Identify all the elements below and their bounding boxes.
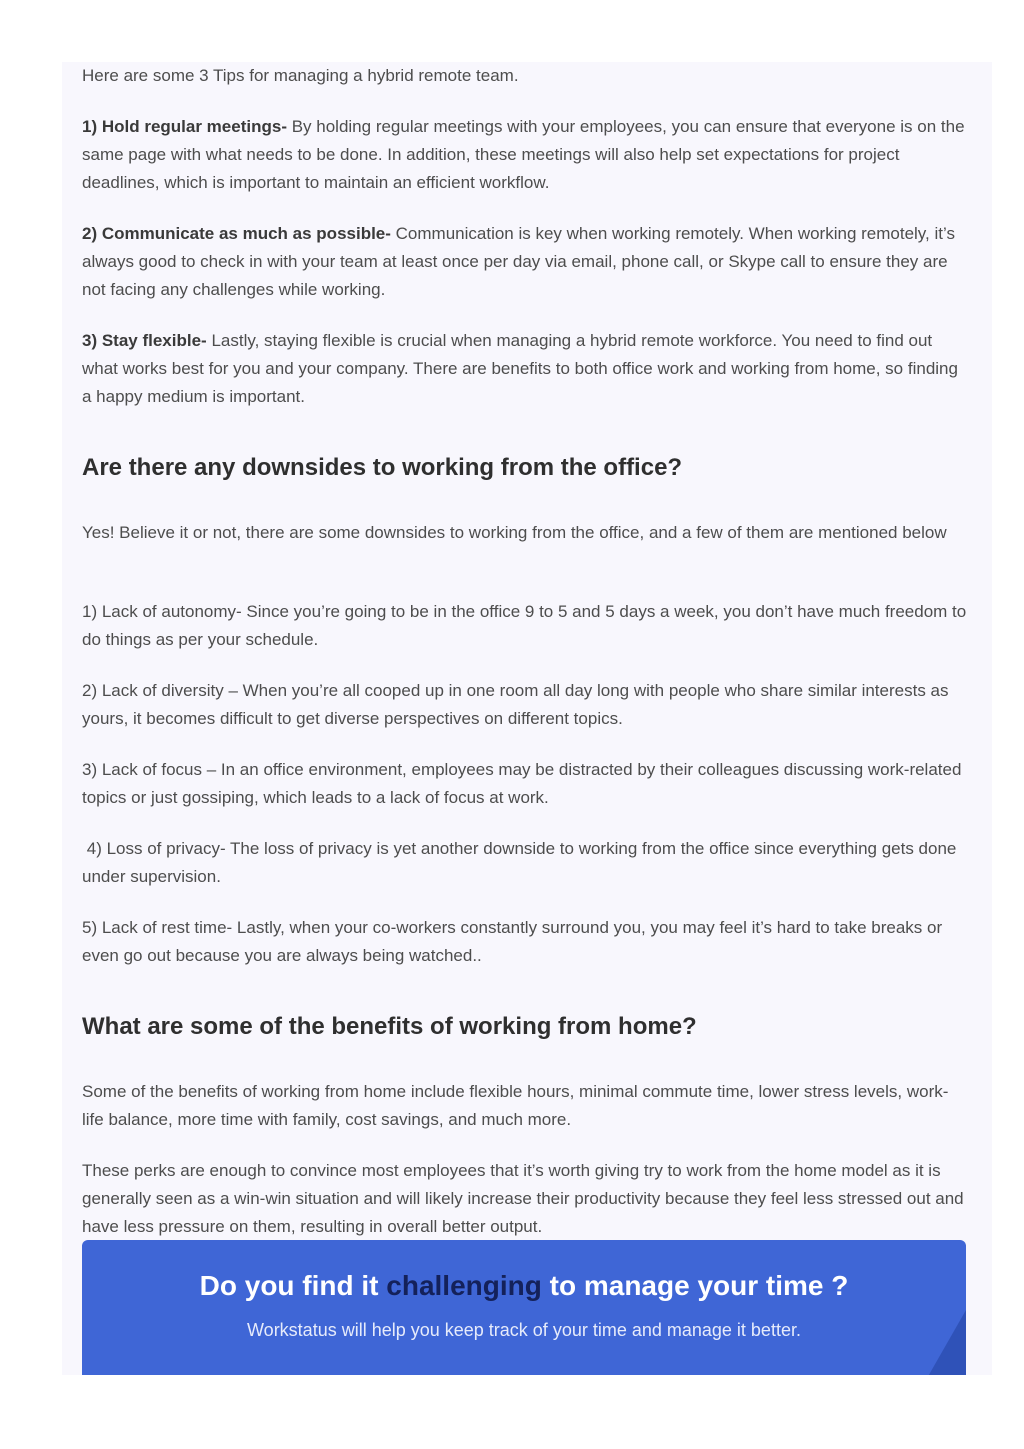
tip-3-text: Lastly, staying flexible is crucial when managing a hybrid remote workforce. You need to find out what works best for you and your company. There are benefits to both office work and working from home, so finding a happy medium is important.	[82, 331, 958, 406]
downside-item-2: 2) Lack of diversity – When you’re all cooped up in one room all day long with people who share similar interests as yours, it becomes difficult to get diverse perspectives on different topics.	[82, 681, 949, 728]
banner-corner-decoration	[926, 1310, 966, 1375]
tip-1-title: 1) Hold regular meetings-	[82, 117, 287, 136]
banner-title-after: to manage your time ?	[541, 1270, 849, 1301]
tip-2	[82, 220, 967, 304]
downside-item-4: 4) Loss of privacy- The loss of privacy is yet another downside to working from the office since everything gets done under supervision.	[82, 839, 962, 886]
downsides-heading: Are there any downsides to working from the office?	[82, 454, 683, 481]
tip-2-text: Communication is key when working remotely. When working remotely, it’s always good to check in with your team at least once per day via email, phone call, or Skype call to ensure they are not facing any challenges while working.	[82, 224, 955, 299]
benefits-heading: What are some of the benefits of working from home?	[82, 1013, 697, 1040]
article-card	[62, 62, 992, 1375]
banner-title	[82, 1268, 966, 1304]
time-management-banner[interactable]	[82, 1240, 966, 1375]
banner-title-highlight: challenging	[386, 1270, 542, 1301]
banner-subtitle: Workstatus will help you keep track of your time and manage it better.	[247, 1320, 801, 1340]
tip-2-title: 2) Communicate as much as possible-	[82, 224, 391, 243]
downside-item-3: 3) Lack of focus – In an office environment, employees may be distracted by their colleagues discussing work-related topics or just gossiping, which leads to a lack of focus at work.	[82, 760, 962, 807]
benefits-paragraph-1: Some of the benefits of working from home include flexible hours, minimal commute time, lower stress levels, work-life balance, more time with family, cost savings, and much more.	[82, 1082, 949, 1129]
downside-item-5: 5) Lack of rest time- Lastly, when your co-workers constantly surround you, you may feel it’s hard to take breaks or even go out because you are always being watched..	[82, 918, 943, 965]
tip-3	[82, 327, 967, 411]
downside-item-1: 1) Lack of autonomy- Since you’re going to be in the office 9 to 5 and 5 days a week, you don’t have much freedom to do things as per your schedule.	[82, 602, 967, 649]
tip-3-title: 3) Stay flexible-	[82, 331, 207, 350]
benefits-paragraph-2: These perks are enough to convince most employees that it’s worth giving try to work from the home model as it is generally seen as a win-win situation and will likely increase their productivity because they feel less stressed out and have less pressure on them, resulting in overall better output.	[82, 1161, 964, 1236]
tips-intro: Here are some 3 Tips for managing a hybrid remote team.	[82, 66, 519, 85]
tip-1-text: By holding regular meetings with your employees, you can ensure that everyone is on the same page with what needs to be done. In addition, these meetings will also help set expectations for project deadlines, which is important to maintain an efficient workflow.	[82, 117, 965, 192]
banner-title-before: Do you find it	[199, 1270, 387, 1301]
downsides-intro: Yes! Believe it or not, there are some downsides to working from the office, and a few of them are mentioned below	[82, 523, 947, 542]
tip-1	[82, 113, 967, 197]
